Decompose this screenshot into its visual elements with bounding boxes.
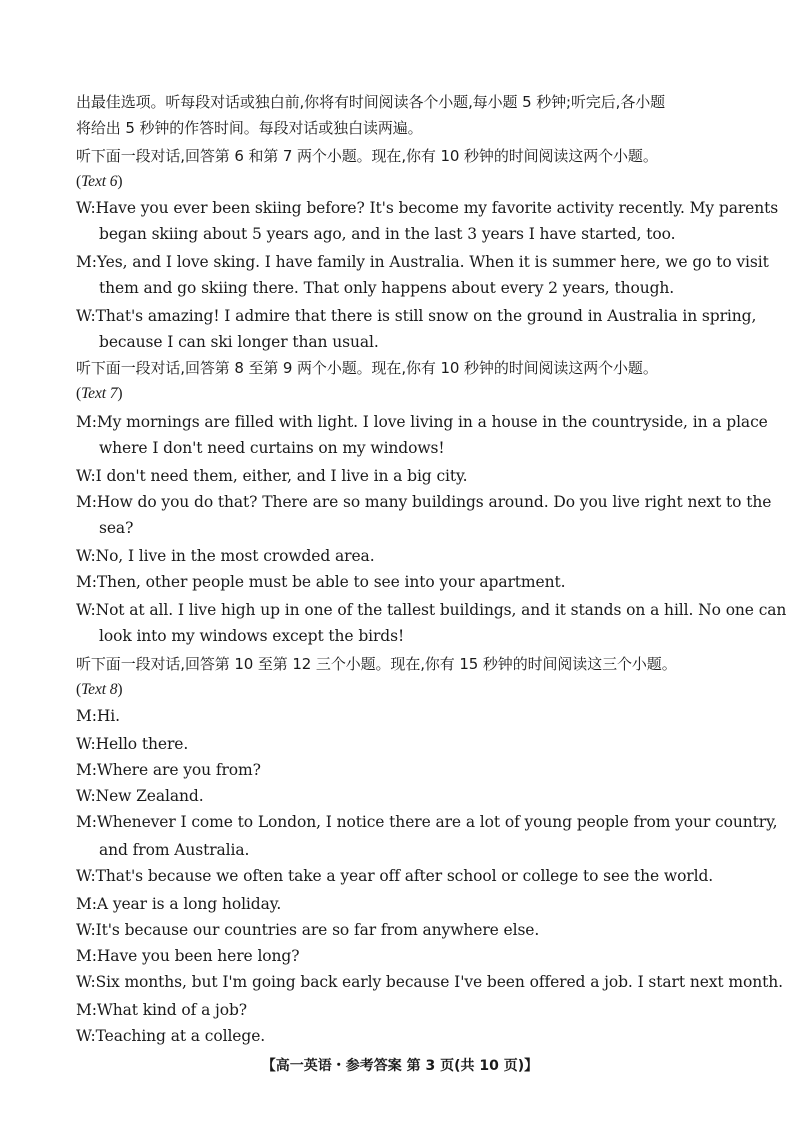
dialogue-line: M:Where are you from? (76, 761, 261, 779)
instruction-line: 听下面一段对话,回答第 10 至第 12 三个小题。现在,你有 15 秒钟的时间阅读这三个小题。 (76, 655, 677, 673)
section-label: (Text 8) (76, 681, 123, 698)
dialogue-line: sea? (99, 519, 134, 537)
dialogue-line: them and go skiing there. That only happens about every 2 years, though. (99, 279, 675, 297)
dialogue-line: W:Hello there. (76, 735, 189, 753)
dialogue-line: M:Whenever I come to London, I notice there are a lot of young people from your country, (76, 813, 778, 831)
dialogue-line: M:Have you been here long? (76, 947, 300, 965)
instruction-line: 听下面一段对话,回答第 8 至第 9 两个小题。现在,你有 10 秒钟的时间阅读这两个小题。 (76, 359, 658, 377)
section-label: (Text 6) (76, 173, 123, 190)
dialogue-line: W:Have you ever been skiing before? It's become my favorite activity recently. My parents (76, 199, 779, 217)
instruction-line: 听下面一段对话,回答第 6 和第 7 两个小题。现在,你有 10 秒钟的时间阅读这两个小题。 (76, 147, 658, 165)
section-label-text: Text 7 (81, 385, 118, 402)
section-label-text: Text 8 (81, 681, 118, 698)
section-label-text: Text 6 (81, 173, 118, 190)
dialogue-line: look into my windows except the birds! (99, 627, 405, 645)
dialogue-line: M:Hi. (76, 707, 120, 725)
dialogue-line: M:My mornings are filled with light. I love living in a house in the countryside, in a place (76, 413, 768, 431)
section-label: (Text 7) (76, 385, 123, 402)
dialogue-line: W:Teaching at a college. (76, 1027, 266, 1045)
dialogue-line: W:New Zealand. (76, 787, 204, 805)
dialogue-line: M:What kind of a job? (76, 1001, 248, 1019)
page-footer: 【高一英语・参考答案 第 3 页(共 10 页)】 (261, 1058, 539, 1074)
instruction-line: 出最佳选项。听每段对话或独白前,你将有时间阅读各个小题,每小题 5 秒钟;听完后,各小题 (76, 93, 666, 111)
dialogue-line: began skiing about 5 years ago, and in the last 3 years I have started, too. (99, 225, 676, 243)
dialogue-line: W:That's amazing! I admire that there is still snow on the ground in Australia in spring, (76, 307, 757, 325)
dialogue-line: W:That's because we often take a year off after school or college to see the world. (76, 867, 714, 885)
dialogue-line: because I can ski longer than usual. (99, 333, 379, 351)
dialogue-line: M:Yes, and I love sking. I have family in Australia. When it is summer here, we go to visit (76, 253, 769, 271)
dialogue-line: M:Then, other people must be able to see into your apartment. (76, 573, 566, 591)
dialogue-line: W:Not at all. I live high up in one of the tallest buildings, and it stands on a hill. No one can (76, 601, 787, 619)
dialogue-line: W:Six months, but I'm going back early because I've been offered a job. I start next month. (76, 973, 783, 991)
dialogue-line: M:How do you do that? There are so many buildings around. Do you live right next to the (76, 493, 772, 511)
dialogue-line: M:A year is a long holiday. (76, 895, 282, 913)
instruction-line: 将给出 5 秒钟的作答时间。每段对话或独白读两遍。 (76, 119, 423, 137)
dialogue-line: W:No, I live in the most crowded area. (76, 547, 375, 565)
dialogue-line: where I don't need curtains on my windows! (99, 439, 445, 457)
dialogue-line: and from Australia. (99, 841, 250, 859)
dialogue-line: W:It's because our countries are so far from anywhere else. (76, 921, 540, 939)
dialogue-line: W:I don't need them, either, and I live in a big city. (76, 467, 468, 485)
